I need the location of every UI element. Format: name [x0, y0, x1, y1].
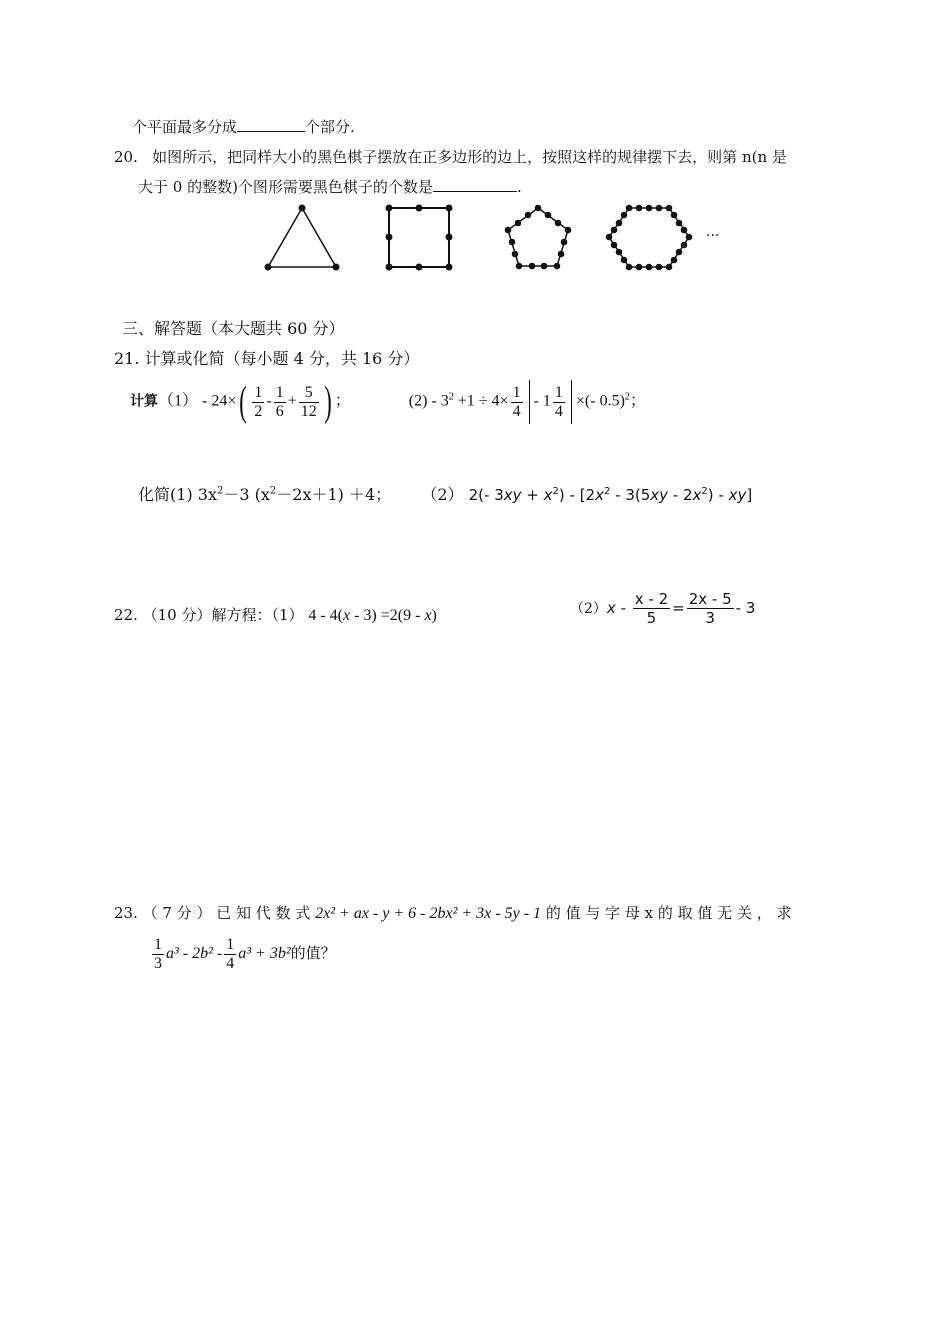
q20-line1: 20. 如图所示，把同样大小的黑色棋子摆放在正多边形的边上，按照这样的规律摆下去，则第 n(n 是 [114, 148, 787, 166]
pentagon-figure [505, 205, 572, 270]
polygon-figures [255, 198, 735, 278]
q21-calc-row: 计算（1） - 24×( $\frac{1}{2}$ - $\frac{1}{6}$ + $\frac{5}{12}$ ) ； $(2) - 3^2 +1 \div 4\times$ $\frac{1}{4}$ - 1 $\frac{1}{4}$ ×(- 0.5)$^2$； [130, 379, 646, 425]
section3-title: 三、解答题（本大题共 60 分） [122, 319, 345, 338]
ellipsis: ··· [706, 228, 720, 244]
q23-line1: 23. （ 7 分 ） 已 知 代 数 式 2x² + ax - y + 6 - 2bx² + 3x - 5y - 1 的 值 与 字 母 x 的 取 值 无 关 ， 求 [114, 904, 792, 922]
q23-line2: $\frac{1}{3}$ a³ - 2b² - $\frac{1}{4}$ a³ + 3b²的值？ [154, 936, 336, 972]
triangle-figure [265, 205, 340, 271]
q21-title: 21. 计算或化简（每小题 4 分，共 16 分） [114, 349, 420, 368]
q22-eq2: （2）x - $\frac{x - 2}{5}$ = $\frac{2x - 5}{3}$ - 3 [570, 590, 756, 627]
q22-row: 22. （10 分）解方程：（1） 4 - 4(x - 3) =2(9 - x) [114, 606, 437, 624]
q19-line: 个平面最多分成 个部分. [132, 118, 355, 136]
q20-blank[interactable] [433, 177, 517, 192]
square-figure [386, 205, 453, 271]
q20-line2: 大于 0 的整数)个图形需要黑色棋子的个数是 . [138, 178, 522, 196]
q21-simplify-row: 化简(1) $3x^2-3$ $(x^2-2x+1) +4$； （2） 2(- $3xy + x^2) - [2x^2 - 3(5xy - 2x^2) - xy]$ [138, 485, 753, 504]
q19-blank[interactable] [237, 117, 305, 132]
hexagon-figure [606, 205, 693, 271]
